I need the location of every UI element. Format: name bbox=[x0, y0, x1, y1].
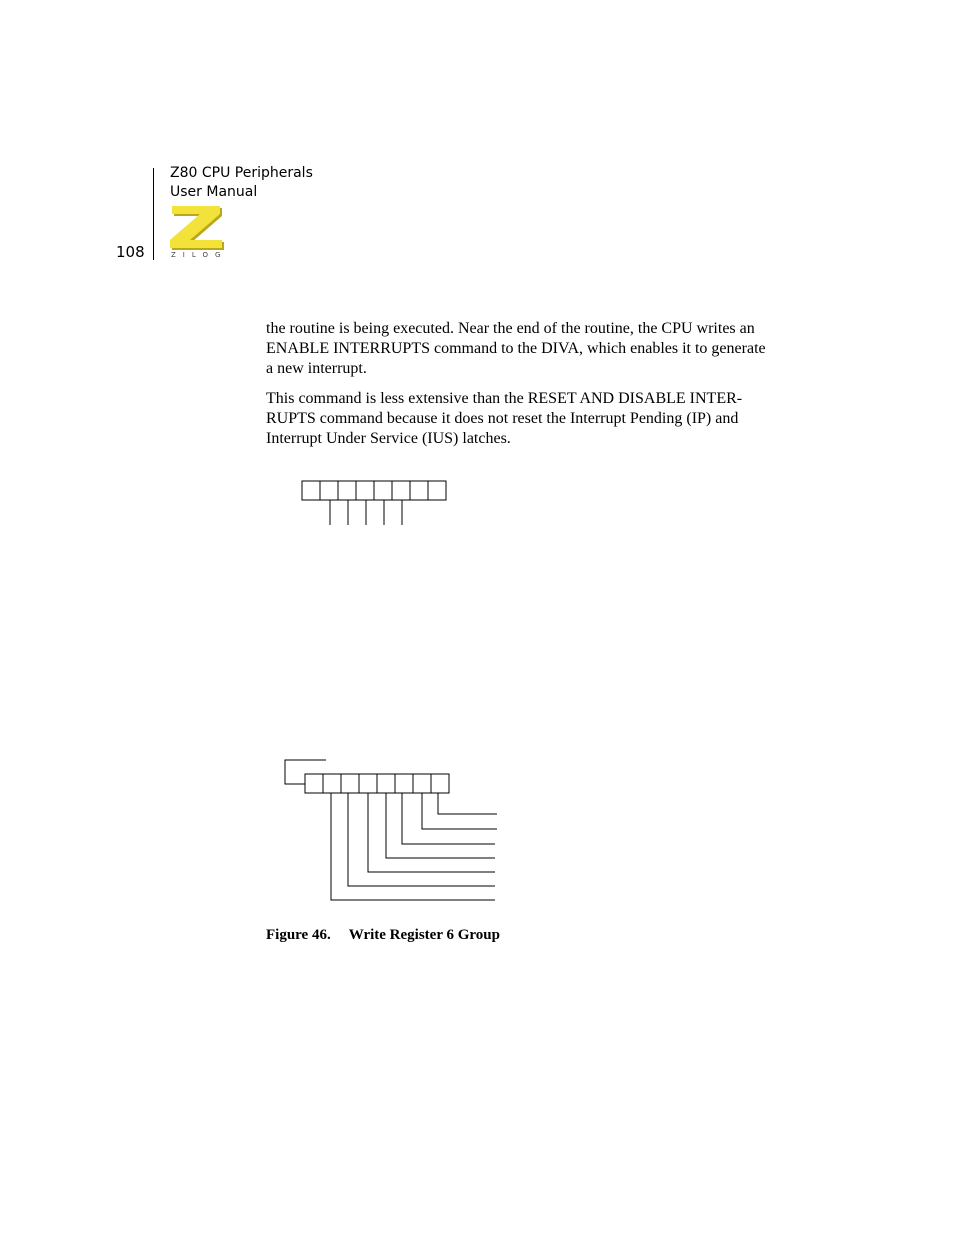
body-paragraph-1: the routine is being executed. Near the end of the routine, the CPU writes an ENABLE INTERRUPTS command to the DIVA, which enables it to generate a new interrupt. bbox=[266, 320, 766, 377]
body-paragraph-2: This command is less extensive than the RESET AND DISABLE INTER-RUPTS command because it does not reset the Interrupt Pending (IP) and Interrupt Under Service (IUS) latches. bbox=[266, 390, 743, 447]
page-number: 108 bbox=[116, 243, 145, 261]
zilog-logo-text: ZILOG bbox=[171, 251, 228, 259]
write-register-6-diagram bbox=[285, 760, 497, 900]
figure-caption bbox=[266, 927, 500, 944]
manual-title-line1: Z80 CPU Peripherals bbox=[170, 165, 313, 181]
figure-number: Figure 46. bbox=[266, 927, 331, 943]
manual-title-line2: User Manual bbox=[170, 184, 258, 200]
command-register-diagram bbox=[302, 481, 446, 525]
figure-title: Write Register 6 Group bbox=[348, 927, 500, 943]
